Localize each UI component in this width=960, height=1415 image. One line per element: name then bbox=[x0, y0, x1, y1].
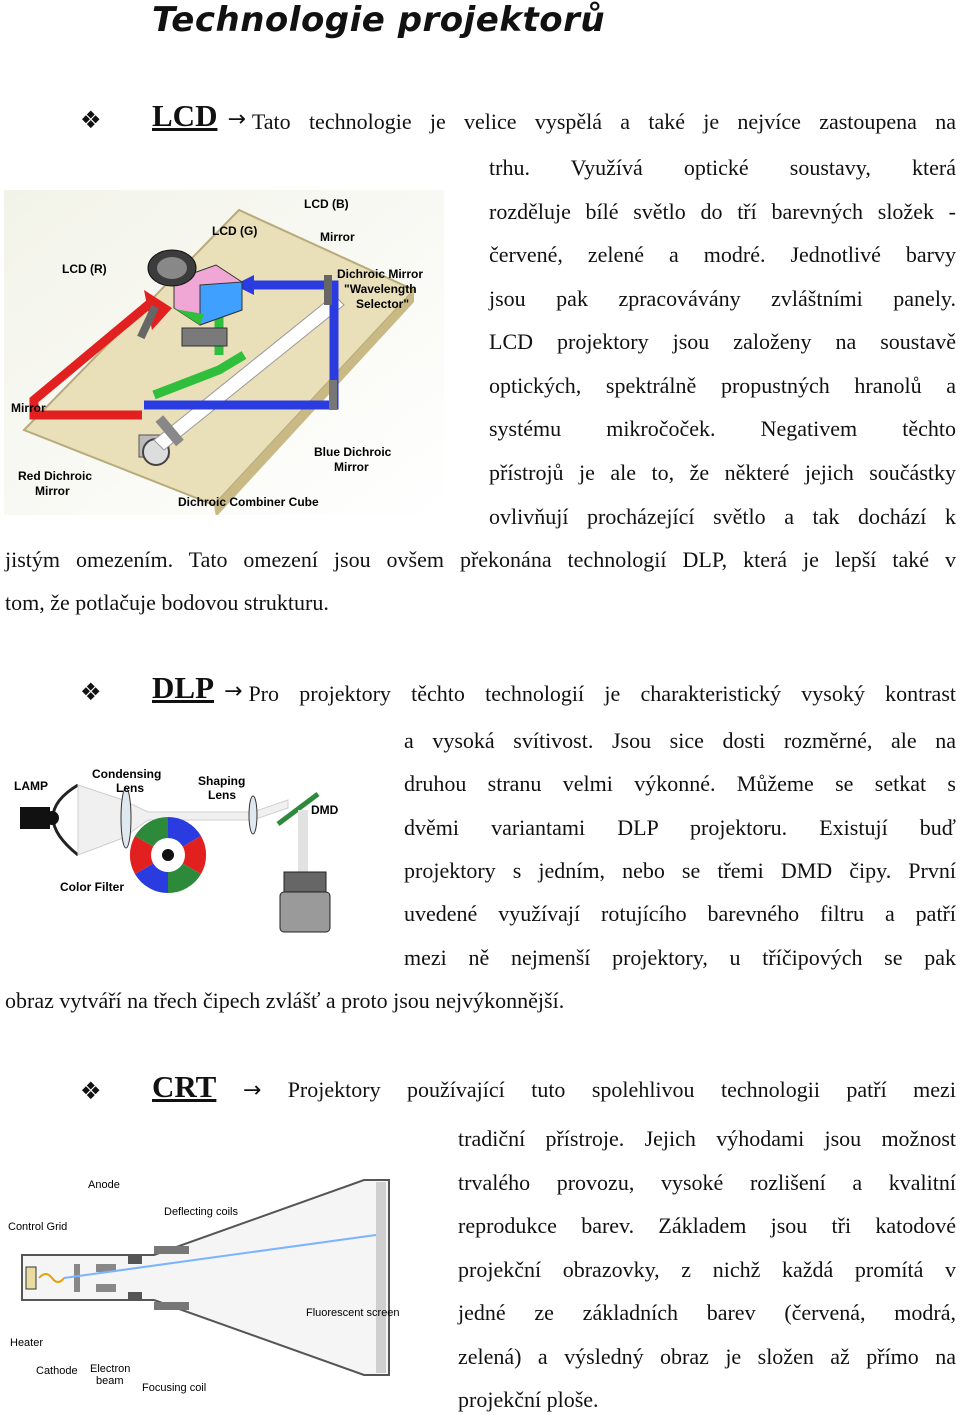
crt-heading-line bbox=[152, 1069, 956, 1104]
label-electron-1: Electron bbox=[90, 1363, 131, 1375]
crt-heading-word: technologii bbox=[720, 1077, 820, 1102]
label-shaping-2: Lens bbox=[208, 788, 237, 802]
label-dichroic-1: Dichroic Mirror bbox=[337, 267, 424, 281]
deflecting-coil-icon bbox=[154, 1246, 189, 1254]
label-blue-2: Mirror bbox=[334, 460, 369, 474]
page-title: Technologie projektorů bbox=[152, 0, 606, 40]
label-dichroic-2: "Wavelength bbox=[344, 282, 417, 296]
label-cube: Dichroic Combiner Cube bbox=[178, 495, 319, 509]
condensing-lens-icon bbox=[121, 788, 131, 848]
label-red-2: Mirror bbox=[35, 484, 70, 498]
lamp-bulb-icon bbox=[45, 811, 59, 825]
arrow-icon: → bbox=[227, 107, 246, 132]
color-wheel-icon bbox=[130, 817, 206, 893]
fluorescent-screen-icon bbox=[376, 1182, 386, 1373]
crt-heading-word: patří bbox=[846, 1077, 887, 1102]
reflected-beam bbox=[298, 810, 308, 875]
dlp-line: dvěmi variantami DLP projektoru. Existují buď bbox=[404, 815, 956, 840]
lcd-term: LCD bbox=[152, 98, 218, 133]
label-heater: Heater bbox=[10, 1337, 44, 1349]
dlp-line: druhou stranu velmi výkonné. Můžeme se setkat s bbox=[404, 771, 956, 796]
crt-heading-word: mezi bbox=[913, 1077, 956, 1102]
label-dichroic-3: Selector" bbox=[356, 297, 410, 311]
lcd-heading-text: Tato technologie je velice vyspělá a také je nejvíce zastoupena na bbox=[251, 109, 956, 134]
dlp-line: a vysoká svítivost. Jsou sice dosti rozměrné, ale na bbox=[404, 728, 956, 753]
projection-lens-icon bbox=[284, 872, 326, 892]
label-lamp: LAMP bbox=[14, 779, 48, 793]
lcd-line: LCD projektory jsou založeny na soustavě bbox=[489, 329, 956, 354]
label-dmd: DMD bbox=[311, 803, 339, 817]
crt-term: CRT bbox=[152, 1069, 217, 1104]
label-shaping-1: Shaping bbox=[198, 774, 246, 788]
lcd-line: ovlivňují procházející světlo a tak dochází k bbox=[489, 504, 956, 529]
shaping-lens-icon bbox=[249, 796, 257, 834]
label-control-grid: Control Grid bbox=[8, 1221, 68, 1233]
crt-tube-diagram bbox=[4, 1160, 404, 1400]
bullet-diamond-icon: ❖ bbox=[80, 1077, 102, 1105]
lcd-panel-icon bbox=[182, 328, 227, 346]
bullet-diamond-icon: ❖ bbox=[80, 106, 102, 134]
label-condensing-1: Condensing bbox=[92, 767, 162, 781]
mirror-icon bbox=[324, 275, 332, 305]
lens-glass-icon bbox=[157, 257, 187, 279]
heater-icon bbox=[26, 1267, 36, 1289]
crt-heading-word: Projektory bbox=[287, 1077, 381, 1102]
crt-line: projekční ploše. bbox=[458, 1387, 599, 1412]
focusing-coil-icon bbox=[128, 1292, 142, 1300]
label-mirror-left: Mirror bbox=[11, 401, 46, 415]
crt-line: jedné ze základních barev (červená, modrá, bbox=[458, 1300, 956, 1325]
lcd-line: jsou pak zpracovávány zvláštními panely. bbox=[489, 286, 956, 311]
lcd-line: trhu. Využívá optické soustavy, která bbox=[489, 155, 956, 180]
dlp-heading-line bbox=[152, 670, 956, 706]
bullet-diamond-icon: ❖ bbox=[80, 678, 102, 706]
lcd-line: červené, zelené a modré. Jednotlivé barvy bbox=[489, 242, 956, 267]
label-blue-1: Blue Dichroic bbox=[314, 445, 392, 459]
crt-line: zelená) a výsledný obraz je složen až přímo na bbox=[458, 1344, 956, 1369]
crt-line: projekční obrazovky, z nichž každá promítá v bbox=[458, 1257, 956, 1282]
label-lcd-b: LCD (B) bbox=[304, 197, 349, 211]
label-color-filter: Color Filter bbox=[60, 880, 125, 894]
label-deflecting-coils: Deflecting coils bbox=[164, 1206, 238, 1218]
label-fluorescent-screen: Fluorescent screen bbox=[306, 1307, 400, 1319]
dlp-line: obraz vytváří na třech čipech zvlášť a proto jsou nejvýkonnější. bbox=[5, 988, 565, 1013]
anode-icon bbox=[96, 1284, 116, 1292]
crt-heading-word: používající bbox=[407, 1077, 505, 1102]
crt-line: reprodukce barev. Základem jsou tři katodové bbox=[458, 1213, 956, 1238]
label-lcd-r: LCD (R) bbox=[62, 262, 107, 276]
label-condensing-2: Lens bbox=[116, 781, 145, 795]
projection-lens-body-icon bbox=[280, 892, 330, 932]
focusing-coil-icon bbox=[128, 1256, 142, 1264]
crt-heading-word: tuto bbox=[531, 1077, 566, 1102]
dlp-line: mezi ně nejmenší projektory, u tříčipových se pak bbox=[404, 945, 956, 970]
lcd-heading-line bbox=[152, 98, 956, 134]
lcd-projector-diagram bbox=[4, 190, 444, 515]
label-red-1: Red Dichroic bbox=[18, 469, 93, 483]
lcd-line: rozděluje bílé světlo do tří barevných složek - bbox=[489, 199, 956, 224]
label-lcd-g: LCD (G) bbox=[212, 224, 258, 238]
control-grid-icon bbox=[74, 1264, 80, 1292]
label-electron-2: beam bbox=[96, 1375, 124, 1387]
lcd-line: optických, spektrálně propustných hranolů a bbox=[489, 373, 956, 398]
mirror-icon bbox=[329, 380, 337, 410]
label-anode: Anode bbox=[88, 1179, 120, 1191]
label-cathode: Cathode bbox=[36, 1365, 78, 1377]
lcd-line: jistým omezením. Tato omezení jsou ovšem překonána technologií DLP, která je lepší také v bbox=[5, 547, 956, 572]
lcd-line: systému mikročoček. Negativem těchto bbox=[489, 416, 956, 441]
dlp-line: projektory s jedním, nebo se třemi DMD čipy. První bbox=[404, 858, 956, 883]
arrow-icon: → bbox=[224, 679, 243, 704]
crt-line: tradiční přístroje. Jejich výhodami jsou možnost bbox=[458, 1126, 956, 1151]
arrow-icon: → bbox=[242, 1078, 262, 1103]
lcd-line: tom, že potlačuje bodovou strukturu. bbox=[5, 590, 329, 615]
label-focusing-coil: Focusing coil bbox=[142, 1382, 207, 1394]
deflecting-coil-icon bbox=[154, 1302, 189, 1310]
crt-heading-word: spolehlivou bbox=[591, 1077, 695, 1102]
crt-line: trvalého provozu, vysoké rozlišení a kvalitní bbox=[458, 1170, 956, 1195]
lcd-line: přístrojů je ale to, že některé jejich součástky bbox=[489, 460, 956, 485]
label-mirror-top: Mirror bbox=[320, 230, 355, 244]
dlp-term: DLP bbox=[152, 670, 214, 705]
dlp-heading-text: Pro projektory těchto technologií je charakteristický vysoký kontrast bbox=[248, 681, 956, 706]
dlp-line: uvedené využívají rotujícího barevného filtru a patří bbox=[404, 901, 956, 926]
dlp-projector-diagram bbox=[8, 760, 348, 940]
